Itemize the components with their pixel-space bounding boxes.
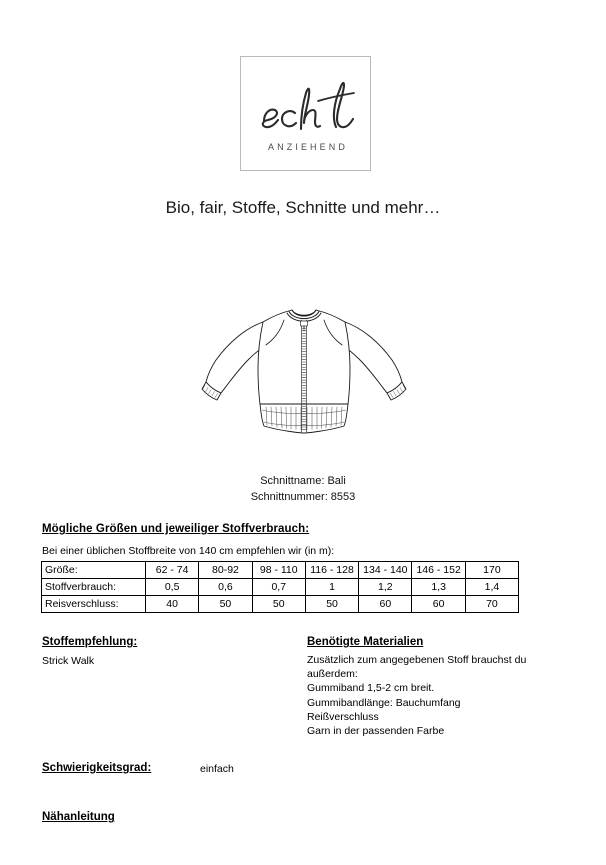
sizes-section-subheading: Bei einer üblichen Stoffbreite von 140 cm empfehlen wir (in m): — [42, 545, 335, 557]
list-item: Gummiband 1,5-2 cm breit. — [307, 682, 435, 695]
cell-size: 62 - 74 — [146, 562, 199, 579]
list-item: Garn in der passenden Farbe — [307, 725, 445, 738]
cell-fabric-usage: 1,2 — [359, 579, 412, 596]
table-row-sizes — [42, 562, 519, 579]
cell-fabric-usage: 0,7 — [252, 579, 305, 596]
table-row-fabric-usage — [42, 579, 519, 596]
cell-fabric-usage: 0,5 — [146, 579, 199, 596]
cell-fabric-usage: 0,6 — [199, 579, 252, 596]
list-item: Gummibandlänge: Bauchumfang — [307, 696, 461, 709]
difficulty-heading: Schwierigkeitsgrad: — [42, 762, 152, 774]
instructions-heading: Nähanleitung — [42, 811, 115, 823]
logo-subtitle: ANZIEHEND — [268, 142, 348, 152]
fabric-recommendation-text: Strick Walk — [42, 655, 95, 667]
cell-zipper: 40 — [146, 596, 199, 613]
logo-script-wordmark — [241, 71, 372, 139]
pattern-name: Schnittname: Bali — [260, 475, 346, 487]
cell-zipper: 60 — [412, 596, 465, 613]
list-item: Zusätzlich zum angegebenen Stoff brauchst du — [307, 654, 527, 666]
cell-zipper: 50 — [305, 596, 358, 613]
cell-zipper: 60 — [359, 596, 412, 613]
cell-size: 146 - 152 — [412, 562, 465, 579]
row-label-fabric-usage: Stoffverbrauch: — [42, 579, 146, 596]
jacket-technical-drawing — [188, 292, 420, 440]
cell-size: 80-92 — [199, 562, 252, 579]
pattern-meta — [0, 473, 606, 505]
difficulty-value: einfach — [200, 763, 234, 775]
sizes-section-heading: Mögliche Größen und jeweiliger Stoffverbrauch: — [42, 523, 310, 535]
cell-zipper: 70 — [465, 596, 518, 613]
brand-tagline: Bio, fair, Stoffe, Schnitte und mehr… — [165, 198, 441, 217]
cell-size: 98 - 110 — [252, 562, 305, 579]
cell-fabric-usage: 1,3 — [412, 579, 465, 596]
size-fabric-table — [41, 561, 519, 613]
cell-size: 170 — [465, 562, 518, 579]
table-row-zipper — [42, 596, 519, 613]
materials-heading: Benötigte Materialien — [307, 636, 424, 648]
brand-logo-box — [240, 56, 371, 171]
row-label-zipper: Reisverschluss: — [42, 596, 146, 613]
cell-zipper: 50 — [252, 596, 305, 613]
row-label-size: Größe: — [42, 562, 146, 579]
cell-zipper: 50 — [199, 596, 252, 613]
cell-fabric-usage: 1,4 — [465, 579, 518, 596]
cell-fabric-usage: 1 — [305, 579, 358, 596]
pattern-number: Schnittnummer: 8553 — [250, 491, 356, 503]
cell-size: 134 - 140 — [359, 562, 412, 579]
cell-size: 116 - 128 — [305, 562, 358, 579]
list-item: Reißverschluss — [307, 710, 379, 723]
list-item: außerdem: — [307, 668, 358, 681]
fabric-recommendation-heading: Stoffempfehlung: — [42, 636, 138, 648]
materials-list — [307, 653, 557, 738]
